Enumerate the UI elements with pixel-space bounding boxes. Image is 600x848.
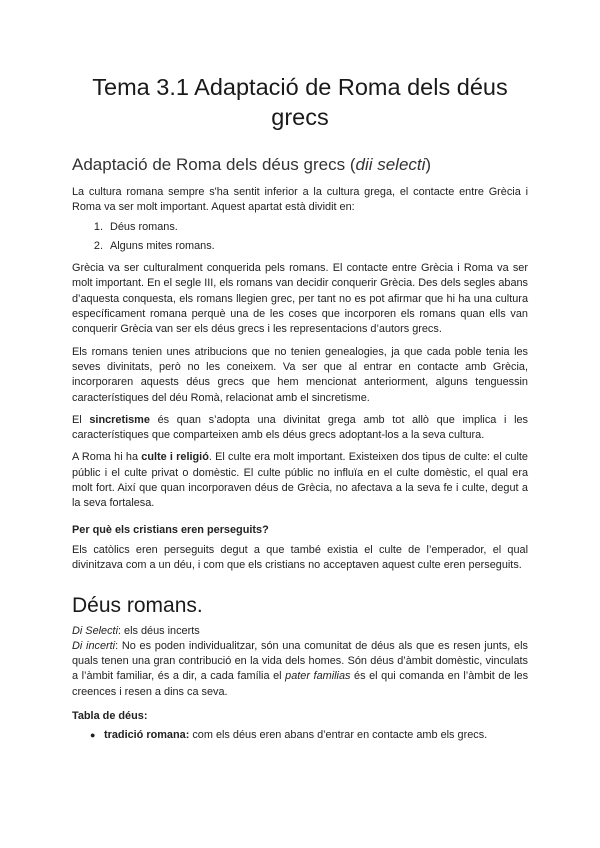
- def2-text2: és el qui comanda en l’àmbit de les creences i resen a dins ca seva.: [72, 670, 529, 698]
- paragraph-1: Grècia va ser culturalment conquerida pels romans. El contacte entre Grècia i Roma va ser molt important. En el segle III, els romans van decidir conquerir Grècia. Des dels segles abans d’aquesta conquesta, els romans llegien grec, per tant no es pot afirmar que hi ha una cultura específicament romana perquè una de les coses que incorporen els romans quan ells van conquerir Grècia van ser els déus grecs i les representacions d’autors grecs.: [72, 262, 528, 336]
- term-sincretisme: sincretisme: [89, 413, 150, 426]
- def2-text1: : No es poden individualitzar, són una comunitat de déus als que es resen junts, els quals tenen una gran contribució en la vida dels homes. Són déus d’àmbit domèstic, vinculats a l’àmbit familiar, és a dir, a cada família el: [72, 639, 528, 683]
- para3-pre: El: [72, 413, 90, 426]
- paragraph-sincretisme: [72, 413, 528, 444]
- subtitle-italic: dii selecti: [355, 155, 426, 174]
- subtitle: [72, 154, 528, 176]
- bullet-text: com els déus eren abans d’entrar en contacte amb els grecs.: [189, 729, 488, 742]
- section-heading-deus-romans: Déus romans.: [72, 593, 203, 617]
- def1-text: : els déus incerts: [118, 624, 200, 637]
- definition-di-incerti: [72, 639, 528, 700]
- list-item-2: 2. Alguns mites romans.: [106, 239, 528, 254]
- sections-list: [72, 220, 528, 255]
- tabla-heading: Tabla de déus:: [72, 710, 148, 723]
- deus-bullet-list: [72, 728, 528, 743]
- definition-di-selecti: [72, 624, 528, 639]
- page-title: Tema 3.1 Adaptació de Roma dels déus grecs: [92, 74, 508, 130]
- def2-italic: pater familias: [285, 670, 351, 683]
- para4-pre: A Roma hi ha: [72, 451, 142, 464]
- para3-post: és quan s’adopta una divinitat grega amb tot allò que implica i les característiques que comparteixen amb els déus grecs adoptant-los a la seva cultura.: [72, 413, 529, 442]
- question-heading: Per què els cristians eren perseguits?: [72, 523, 269, 536]
- term-culte-religio: culte i religió: [141, 451, 209, 464]
- paragraph-culte: [72, 450, 528, 511]
- bullet-icon: ●: [90, 730, 96, 741]
- def2-term: Di incerti: [72, 639, 116, 652]
- para4-post: . El culte era molt important. Existeixen dos tipus de culte: el culte públic i el culte privat o domèstic. El culte públic no influïa en el culte domèstic, el qual era molt fort. Així que quan incorporaven déus de Grècia, no afectava a la seva fe i culte, degut a la seva fortalesa.: [72, 451, 528, 510]
- list-item-1: 1. Déus romans.: [106, 220, 528, 235]
- subtitle-main: Adaptació de Roma dels déus grecs (: [72, 155, 356, 174]
- subtitle-close: ): [425, 155, 432, 174]
- list-item: [90, 728, 528, 743]
- def1-term: Di Selecti: [72, 624, 118, 637]
- paragraph-cristians: Els catòlics eren perseguits degut a que també existia el culte de l’emperador, el qual divinitzava com a un déu, i com que els cristians no acceptaven aquest culte eren perseguits.: [72, 543, 528, 572]
- intro-paragraph: La cultura romana sempre s'ha sentit inferior a la cultura grega, el contacte entre Grècia i Roma va ser molt important. Aquest apartat està dividit en:: [72, 186, 528, 214]
- paragraph-2: Els romans tenien unes atribucions que no tenien genealogies, ja que cada poble tenia les seves divinitats, però no les coneixem. Va ser que al entrar en contacte amb Grècia, incorporaren aquests déus grecs que hem mencionat anteriorment, alguns tenguessin característiques del déu Romà, relacionat amb el sincretisme.: [72, 345, 528, 404]
- bullet-bold: tradició romana:: [104, 729, 190, 742]
